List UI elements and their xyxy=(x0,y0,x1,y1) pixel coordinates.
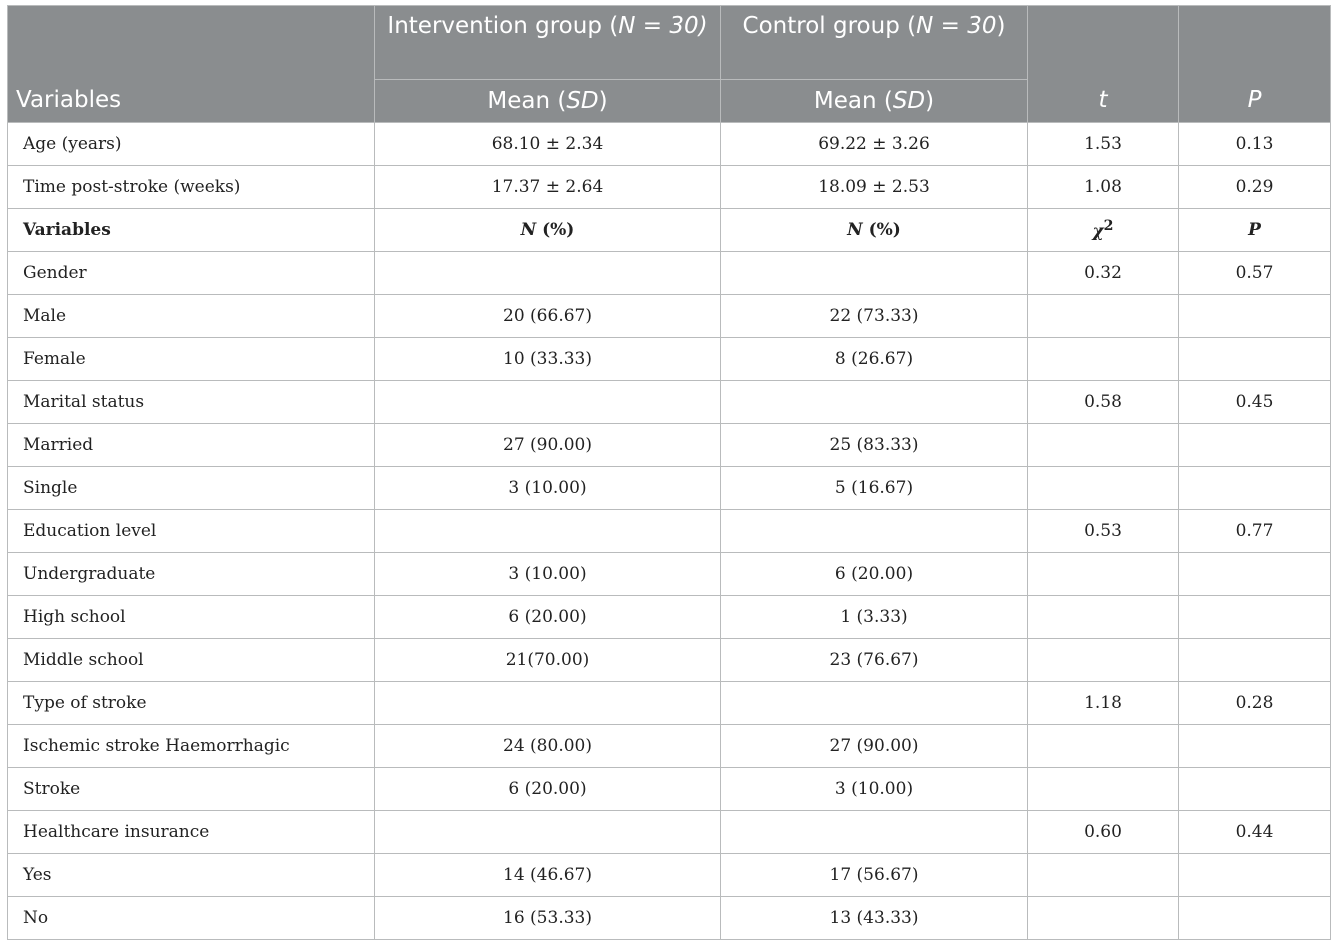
table-row xyxy=(8,768,1331,811)
cell-intervention: 68.10 ± 2.34 xyxy=(375,123,721,166)
cell-p xyxy=(1179,639,1331,682)
cell-variable: Education level xyxy=(8,510,375,553)
cell-variable: High school xyxy=(8,596,375,639)
cell-variable: Gender xyxy=(8,252,375,295)
cell-chi2 xyxy=(1028,596,1179,639)
cell-control: 22 (73.33) xyxy=(721,295,1028,338)
header-variables: Variables xyxy=(8,6,375,123)
cell-variable: Ischemic stroke Haemorrhagic xyxy=(8,725,375,768)
cell-intervention: 3 (10.00) xyxy=(375,467,721,510)
subheader-variables: Variables xyxy=(8,209,375,252)
cell-control: 18.09 ± 2.53 xyxy=(721,166,1028,209)
cell-p xyxy=(1179,725,1331,768)
cell-variable: Age (years) xyxy=(8,123,375,166)
cell-chi2: 0.32 xyxy=(1028,252,1179,295)
table-row xyxy=(8,811,1331,854)
cell-intervention xyxy=(375,381,721,424)
table-row xyxy=(8,510,1331,553)
cell-p: 0.77 xyxy=(1179,510,1331,553)
table-row xyxy=(8,338,1331,381)
cell-t: 1.08 xyxy=(1028,166,1179,209)
cell-p xyxy=(1179,553,1331,596)
cell-intervention: 10 (33.33) xyxy=(375,338,721,381)
cell-chi2 xyxy=(1028,854,1179,897)
cell-intervention: 6 (20.00) xyxy=(375,596,721,639)
cell-chi2 xyxy=(1028,295,1179,338)
cell-chi2 xyxy=(1028,768,1179,811)
header-t: t xyxy=(1028,6,1179,123)
table-header xyxy=(8,6,1331,123)
cell-chi2: 0.58 xyxy=(1028,381,1179,424)
subheader-control-n-pct: N (%) xyxy=(721,209,1028,252)
cell-control: 3 (10.00) xyxy=(721,768,1028,811)
cell-control xyxy=(721,682,1028,725)
cell-intervention: 20 (66.67) xyxy=(375,295,721,338)
subheader-intervention-n-pct: N (%) xyxy=(375,209,721,252)
cell-p: 0.45 xyxy=(1179,381,1331,424)
table-row xyxy=(8,424,1331,467)
cell-control: 25 (83.33) xyxy=(721,424,1028,467)
cell-p xyxy=(1179,768,1331,811)
cell-p xyxy=(1179,295,1331,338)
cell-p: 0.44 xyxy=(1179,811,1331,854)
header-intervention-group: Intervention group (N = 30) xyxy=(375,6,721,80)
cell-intervention: 3 (10.00) xyxy=(375,553,721,596)
cell-control xyxy=(721,510,1028,553)
cell-control: 8 (26.67) xyxy=(721,338,1028,381)
cell-chi2: 0.60 xyxy=(1028,811,1179,854)
cell-variable: Male xyxy=(8,295,375,338)
cell-p xyxy=(1179,467,1331,510)
cell-chi2: 0.53 xyxy=(1028,510,1179,553)
cell-variable: Stroke xyxy=(8,768,375,811)
table-row xyxy=(8,123,1331,166)
cell-intervention: 6 (20.00) xyxy=(375,768,721,811)
cell-p xyxy=(1179,338,1331,381)
cell-intervention: 21(70.00) xyxy=(375,639,721,682)
cell-variable: Healthcare insurance xyxy=(8,811,375,854)
table-row xyxy=(8,682,1331,725)
cell-control: 23 (76.67) xyxy=(721,639,1028,682)
cell-p xyxy=(1179,596,1331,639)
cell-p xyxy=(1179,897,1331,940)
subheader-row xyxy=(8,209,1331,252)
cell-intervention: 27 (90.00) xyxy=(375,424,721,467)
cell-control xyxy=(721,811,1028,854)
cell-variable: Time post-stroke (weeks) xyxy=(8,166,375,209)
cell-chi2 xyxy=(1028,897,1179,940)
table-row xyxy=(8,854,1331,897)
cell-p: 0.29 xyxy=(1179,166,1331,209)
cell-t: 1.53 xyxy=(1028,123,1179,166)
table-row xyxy=(8,897,1331,940)
cell-chi2 xyxy=(1028,424,1179,467)
cell-control: 27 (90.00) xyxy=(721,725,1028,768)
cell-p: 0.13 xyxy=(1179,123,1331,166)
demographics-table xyxy=(7,5,1331,940)
cell-variable: Female xyxy=(8,338,375,381)
table-row xyxy=(8,639,1331,682)
subheader-chi2: $\chi^2$ xyxy=(1028,209,1179,252)
table-row xyxy=(8,467,1331,510)
cell-intervention xyxy=(375,682,721,725)
cell-variable: Type of stroke xyxy=(8,682,375,725)
header-p: P xyxy=(1179,6,1331,123)
cell-p xyxy=(1179,854,1331,897)
cell-control xyxy=(721,381,1028,424)
header-control-mean-sd: Mean (SD) xyxy=(721,80,1028,123)
table-row xyxy=(8,166,1331,209)
cell-intervention xyxy=(375,510,721,553)
cell-variable: Undergraduate xyxy=(8,553,375,596)
table-row xyxy=(8,596,1331,639)
cell-chi2 xyxy=(1028,725,1179,768)
cell-variable: Married xyxy=(8,424,375,467)
cell-intervention xyxy=(375,811,721,854)
cell-p: 0.57 xyxy=(1179,252,1331,295)
table-row xyxy=(8,252,1331,295)
cell-control xyxy=(721,252,1028,295)
table-row xyxy=(8,725,1331,768)
cell-variable: Marital status xyxy=(8,381,375,424)
cell-control: 6 (20.00) xyxy=(721,553,1028,596)
cell-intervention: 17.37 ± 2.64 xyxy=(375,166,721,209)
cell-chi2 xyxy=(1028,553,1179,596)
subheader-p: P xyxy=(1179,209,1331,252)
cell-variable: Middle school xyxy=(8,639,375,682)
table-row xyxy=(8,553,1331,596)
table-row xyxy=(8,381,1331,424)
cell-chi2 xyxy=(1028,338,1179,381)
cell-chi2 xyxy=(1028,639,1179,682)
table-row xyxy=(8,295,1331,338)
header-intervention-mean-sd: Mean (SD) xyxy=(375,80,721,123)
header-control-group: Control group (N = 30) xyxy=(721,6,1028,80)
cell-intervention: 14 (46.67) xyxy=(375,854,721,897)
cell-variable: Single xyxy=(8,467,375,510)
cell-intervention: 16 (53.33) xyxy=(375,897,721,940)
table-body xyxy=(8,123,1331,940)
cell-chi2: 1.18 xyxy=(1028,682,1179,725)
cell-intervention: 24 (80.00) xyxy=(375,725,721,768)
cell-control: 17 (56.67) xyxy=(721,854,1028,897)
cell-p: 0.28 xyxy=(1179,682,1331,725)
cell-intervention xyxy=(375,252,721,295)
cell-chi2 xyxy=(1028,467,1179,510)
cell-variable: No xyxy=(8,897,375,940)
cell-control: 13 (43.33) xyxy=(721,897,1028,940)
cell-control: 69.22 ± 3.26 xyxy=(721,123,1028,166)
cell-control: 1 (3.33) xyxy=(721,596,1028,639)
cell-variable: Yes xyxy=(8,854,375,897)
cell-control: 5 (16.67) xyxy=(721,467,1028,510)
cell-p xyxy=(1179,424,1331,467)
